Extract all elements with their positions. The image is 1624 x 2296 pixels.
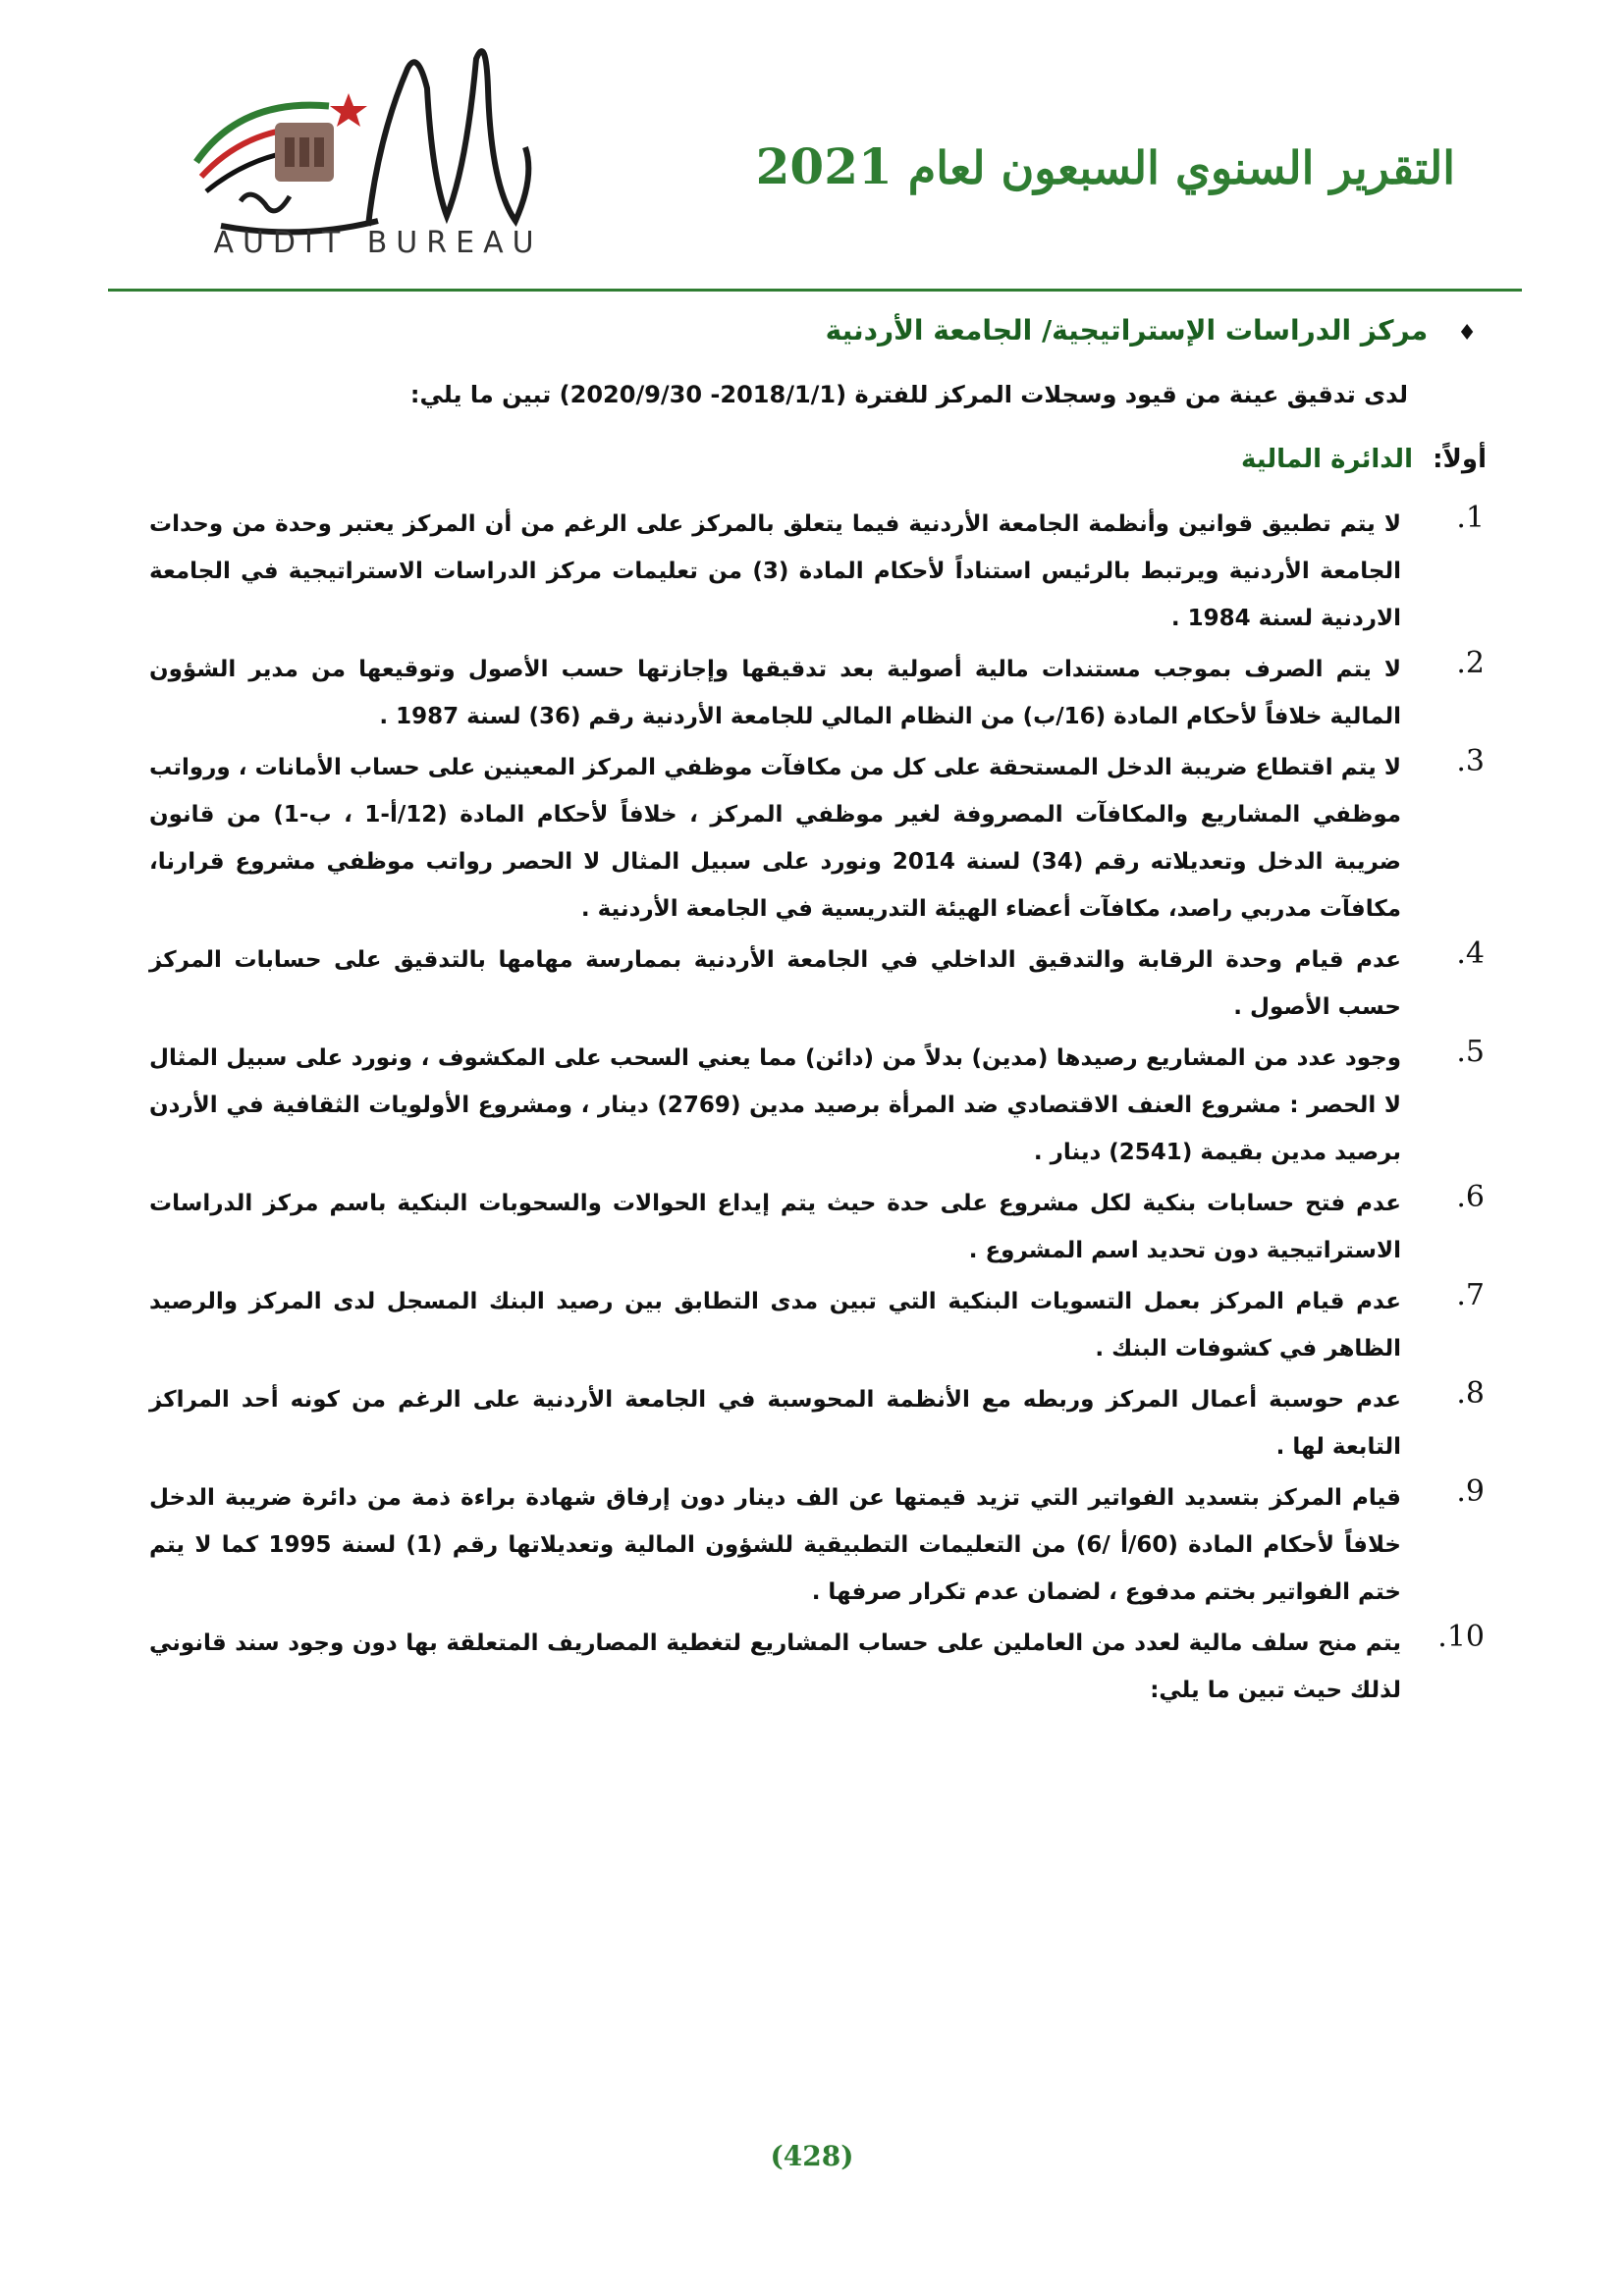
list-item — [149, 936, 1485, 1031]
page-header — [0, 0, 1624, 294]
item-text: يتم منح سلف مالية لعدد من العاملين على حساب المشاريع لتغطية المصاريف المتعلقة بها دون وجود سند قانوني لذلك حيث تبين ما يلي: — [149, 1630, 1401, 1703]
item-text: عدم فتح حسابات بنكية لكل مشروع على حدة حيث يتم إيداع الحوالات والسحوبات البنكية باسم مركز الدراسات الاستراتيجية دون تحديد اسم المشروع . — [149, 1191, 1401, 1263]
list-item — [149, 1035, 1485, 1176]
header-divider — [108, 289, 1522, 292]
audit-bureau-logo — [182, 29, 555, 255]
subsection-number: أولاً: — [1433, 445, 1487, 474]
report-title — [756, 137, 1455, 195]
page-number: (428) — [770, 2140, 854, 2172]
subsection-heading — [1241, 445, 1487, 474]
list-item — [149, 501, 1485, 642]
item-text: عدم حوسبة أعمال المركز وربطه مع الأنظمة المحوسبة في الجامعة الأردنية على الرغم من كونه أحد المراكز التابعة لها . — [149, 1387, 1401, 1460]
report-title-text: التقرير السنوي السبعون لعام — [907, 141, 1455, 194]
item-number: 8. — [1456, 1376, 1485, 1411]
item-text: لا يتم الصرف بموجب مستندات مالية أصولية بعد تدقيقها وإجازتها حسب الأصول وتوقيعها من مدير الشؤون المالية خلافاً لأحكام المادة (16/ب) من النظام المالي للجامعة الأردنية رقم (36) لسنة 1987 . — [149, 657, 1401, 729]
list-item — [149, 1278, 1485, 1372]
list-item — [149, 1180, 1485, 1274]
findings-list — [149, 501, 1485, 1718]
item-text: لا يتم تطبيق قوانين وأنظمة الجامعة الأردنية فيما يتعلق بالمركز على الرغم من أن المركز يعتبر وحدة من وحدات الجامعة الأردنية ويرتبط بالرئيس استناداً لأحكام المادة (3) من تعليمات مركز الدراسات الاستراتيجية في الجامعة الاردنية لسنة 1984 . — [149, 511, 1401, 631]
list-item — [149, 1474, 1485, 1616]
list-item — [149, 646, 1485, 740]
item-number: 1. — [1456, 501, 1485, 535]
item-number: 9. — [1456, 1474, 1485, 1509]
report-year: 2021 — [755, 137, 893, 195]
item-text: عدم قيام وحدة الرقابة والتدقيق الداخلي في الجامعة الأردنية بممارسة مهامها بالتدقيق على حسابات المركز حسب الأصول . — [149, 947, 1401, 1020]
item-number: 6. — [1456, 1180, 1485, 1214]
subsection-title: الدائرة المالية — [1241, 445, 1413, 474]
section-title: مركز الدراسات الإستراتيجية/ الجامعة الأردنية — [825, 314, 1429, 347]
logo-english-text: AUDIT BUREAU — [213, 226, 543, 260]
item-number: 10. — [1437, 1620, 1485, 1654]
item-text: قيام المركز بتسديد الفواتير التي تزيد قيمتها عن الف دينار دون إرفاق شهادة براءة ذمة من دائرة ضريبة الدخل خلافاً لأحكام المادة (60/أ /6) من التعليمات التطبيقية للشؤون المالية وتعديلاتها رقم (1) لسنة 1995 كما لا يتم ختم الفواتير بختم مدفوع ، لضمان عدم تكرار صرفها . — [149, 1485, 1402, 1605]
item-number: 2. — [1456, 646, 1485, 680]
list-item — [149, 744, 1485, 933]
item-number: 7. — [1456, 1278, 1485, 1312]
section-intro: لدى تدقيق عينة من قيود وسجلات المركز للفترة (2018/1/1- 2020/9/30) تبين ما يلي: — [409, 381, 1408, 408]
item-number: 4. — [1456, 936, 1485, 971]
item-number: 3. — [1456, 744, 1485, 778]
item-number: 5. — [1456, 1035, 1485, 1069]
list-item — [149, 1376, 1485, 1470]
item-text: وجود عدد من المشاريع رصيدها (مدين) بدلاً من (دائن) مما يعني السحب على المكشوف ، ونورد على سبيل المثال لا الحصر : مشروع العنف الاقتصادي ضد المرأة برصيد مدين (2769) دينار ، ومشروع الأولويات الثقافية في الأردن برصيد مدين بقيمة (2541) دينار . — [149, 1045, 1401, 1165]
section-heading — [826, 314, 1477, 347]
item-text: عدم قيام المركز بعمل التسويات البنكية التي تبين مدى التطابق بين رصيد البنك المسجل لدى المركز والرصيد الظاهر في كشوفات البنك . — [149, 1289, 1401, 1362]
item-text: لا يتم اقتطاع ضريبة الدخل المستحقة على كل من مكافآت موظفي المركز المعينين على حساب الأمانات ، ورواتب موظفي المشاريع والمكافآت المصروفة لغير موظفي المركز ، خلافاً لأحكام المادة (12/أ-1 ، ب-1) من قانون ضريبة الدخل وتعديلاته رقم (34) لسنة 2014 ونورد على سبيل المثال لا الحصر رواتب موظفي مشروع قرارنا، مكافآت مدربي راصد، مكافآت أعضاء الهيئة التدريسية في الجامعة الأردنية . — [149, 755, 1401, 922]
diamond-bullet-icon: ♦ — [1457, 321, 1477, 346]
list-item — [149, 1620, 1485, 1714]
